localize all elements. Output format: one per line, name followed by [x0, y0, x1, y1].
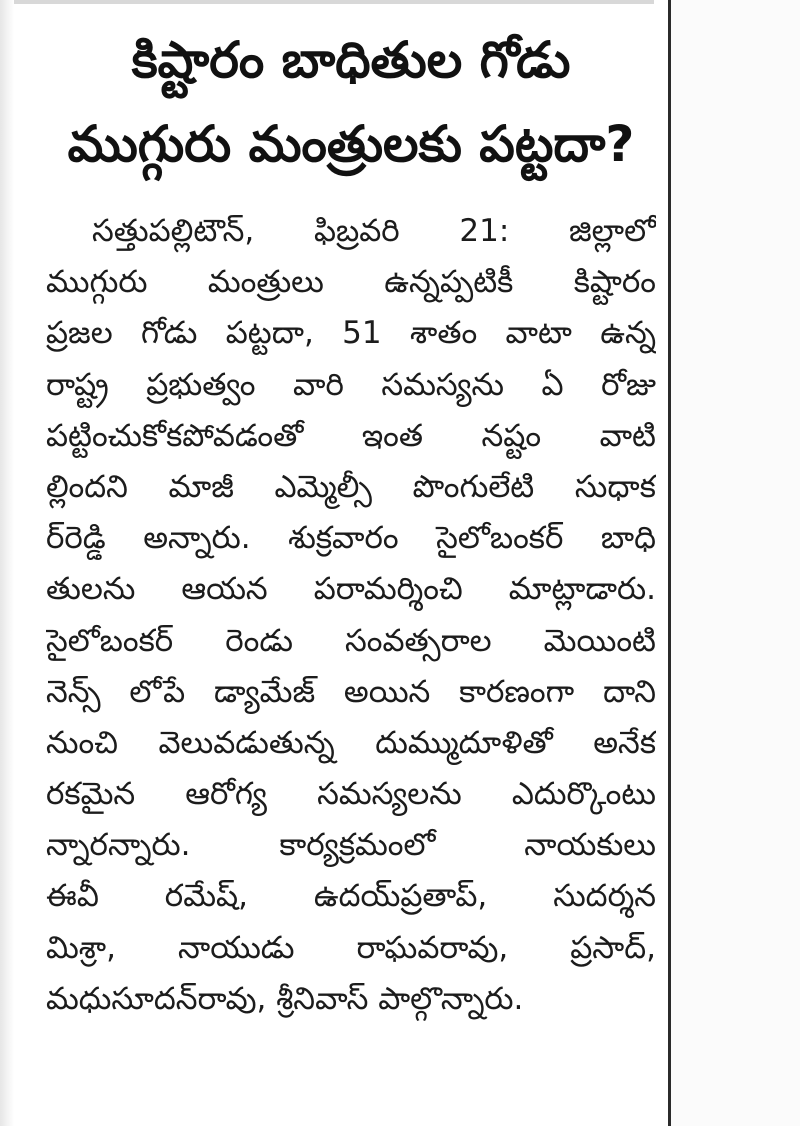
- body-line: ర్‌రెడ్డి అన్నారు. శుక్రవారం సైలోబంకర్ బాధి: [46, 520, 656, 557]
- headline: [46, 18, 656, 186]
- body-line: రాష్ట్ర ప్రభుత్వం వారి సమస్యను ఏ రోజు: [46, 366, 656, 403]
- body-line: మిశ్రా, నాయుడు రాఘవరావు, ప్రసాద్,: [46, 929, 656, 966]
- body-line: ల్లిందని మాజీ ఎమ్మెల్సీ పొంగులేటి సుధాక: [46, 468, 656, 505]
- body-line: తులను ఆయన పరామర్శించి మాట్లాడారు.: [46, 571, 656, 608]
- body-line: సత్తుపల్లిటౌన్, ఫిబ్రవరి 21: జిల్లాలో: [92, 213, 656, 249]
- left-margin-shadow: [0, 0, 14, 1126]
- news-article: [46, 18, 656, 1025]
- body-line: మధుసూదన్‌రావు, శ్రీనివాస్ పాల్గొన్నారు.: [46, 980, 524, 1017]
- body-line: న్నారన్నారు. కార్యక్రమంలో నాయకులు: [46, 827, 656, 864]
- body-line: ముగ్గురు మంత్రులు ఉన్నప్పటికీ కిష్టారం: [46, 264, 656, 301]
- body-line: సైలోబంకర్ రెండు సంవత్సరాల మెయింటి: [46, 622, 656, 659]
- body-line: నుంచి వెలువడుతున్న దుమ్ముదూళితో అనేక: [46, 724, 656, 761]
- top-rule: [14, 0, 654, 4]
- body-line: ఈవీ రమేష్, ఉదయ్‌ప్రతాప్, సుదర్శన: [46, 878, 656, 915]
- body-line: ప్రజల గోడు పట్టదా, 51 శాతం వాటా ఉన్న: [46, 315, 656, 352]
- body-line: నెన్స్ లోపే డ్యామేజ్ అయిన కారణంగా దాని: [46, 673, 656, 710]
- body-line: పట్టించుకోకపోవడంతో ఇంత నష్టం వాటి: [46, 417, 656, 454]
- headline-line-1: కిష్టారం బాధితుల గోడు: [131, 31, 571, 89]
- right-margin: [671, 0, 800, 1126]
- headline-line-2: ముగ్గురు మంత్రులకు పట్టదా?: [67, 115, 635, 173]
- body-line: రకమైన ఆరోగ్య సమస్యలను ఎదుర్కొంటు: [46, 776, 656, 813]
- article-body: [46, 206, 656, 1025]
